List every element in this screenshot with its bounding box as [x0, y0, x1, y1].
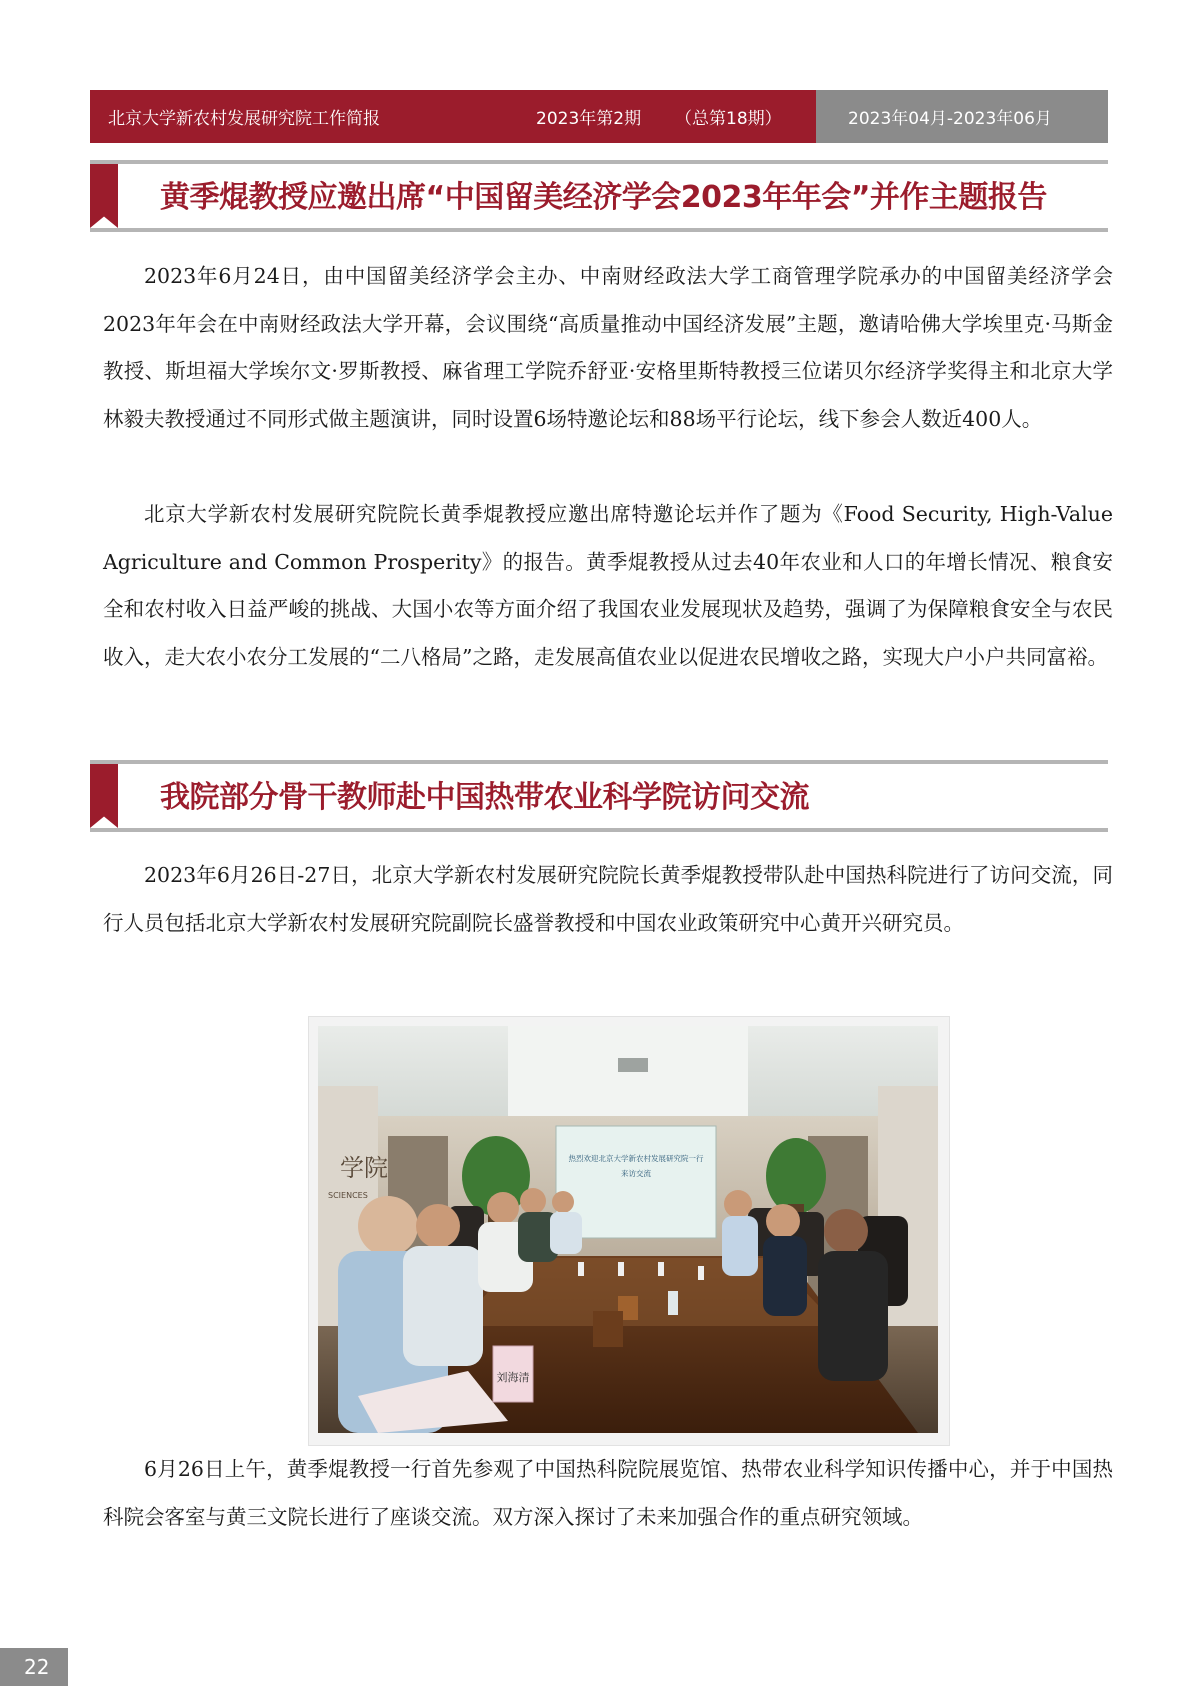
period-label: 2023年04月-2023年06月 [848, 109, 1052, 129]
meeting-photo [318, 1026, 938, 1433]
section1-paragraph-2: 北京大学新农村发展研究院院长黄季焜教授应邀出席特邀论坛并作了题为《Food Security, High-Value Agriculture and Common Prosperity》的报告。黄季焜教授从过去40年农业和人口的年增长情况、粮食安全和农村收入日益严峻的挑战、大国小农等方面介绍了我国农业发展现状及趋势，强调了为保障粮食安全与农民收入，走大农小农分工发展的“二八格局”之路，走发展高值农业以促进农民增收之路，实现大户小户共同富裕。 [103, 502, 1113, 669]
heading-rule-bottom [90, 828, 1108, 832]
meeting-room-illustration [318, 1026, 938, 1433]
section2-title: 我院部分骨干教师赴中国热带农业科学院访问交流 [160, 780, 809, 815]
ribbon-flag-icon [90, 164, 118, 228]
total-issue-label: （总第18期） [675, 109, 782, 129]
section2-paragraph-1: 2023年6月26日-27日，北京大学新农村发展研究院院长黄季焜教授带队赴中国热科院进行了访问交流，同行人员包括北京大学新农村发展研究院副院长盛誉教授和中国农业政策研究中心黄开兴研究员。 [103, 863, 1113, 935]
page-number: 22 [0, 1648, 68, 1686]
section1-paragraph-1: 2023年6月24日，由中国留美经济学会主办、中南财经政法大学工商管理学院承办的中国留美经济学会2023年年会在中南财经政法大学开幕，会议围绕“高质量推动中国经济发展”主题，邀请哈佛大学埃里克·马斯金教授、斯坦福大学埃尔文·罗斯教授、麻省理工学院乔舒亚·安格里斯特教授三位诺贝尔经济学奖得主和北京大学林毅夫教授通过不同形式做主题演讲，同时设置6场特邀论坛和88场平行论坛，线下参会人数近400人。 [103, 264, 1113, 431]
wall-logo-subtext: SCIENCES [328, 1191, 368, 1200]
section2-heading [90, 760, 1108, 832]
heading-rule-bottom [90, 228, 1108, 232]
ribbon-flag-icon [90, 764, 118, 828]
name-card-text: 刘海清 [496, 1371, 530, 1384]
issue-label: 2023年第2期 [536, 109, 642, 129]
header-gray-band [816, 90, 1108, 143]
screen-text-line1: 热烈欢迎北京大学新农村发展研究院一行 [568, 1154, 704, 1163]
section1-title: 黄季焜教授应邀出席“中国留美经济学会2023年年会”并作主题报告 [160, 180, 1047, 215]
heading-rule-top [90, 160, 1108, 164]
header-red-band [90, 90, 816, 143]
heading-rule-top [90, 760, 1108, 764]
section2-paragraph-2: 6月26日上午，黄季焜教授一行首先参观了中国热科院院展览馆、热带农业科学知识传播中心，并于中国热科院会客室与黄三文院长进行了座谈交流。双方深入探讨了未来加强合作的重点研究领域。 [103, 1457, 1113, 1529]
publication-title: 北京大学新农村发展研究院工作简报 [108, 109, 380, 129]
wall-logo-text: 学院 [340, 1154, 388, 1182]
section1-heading [90, 160, 1108, 232]
page-header [90, 90, 1108, 143]
screen-text-line2: 来访交流 [621, 1169, 651, 1178]
